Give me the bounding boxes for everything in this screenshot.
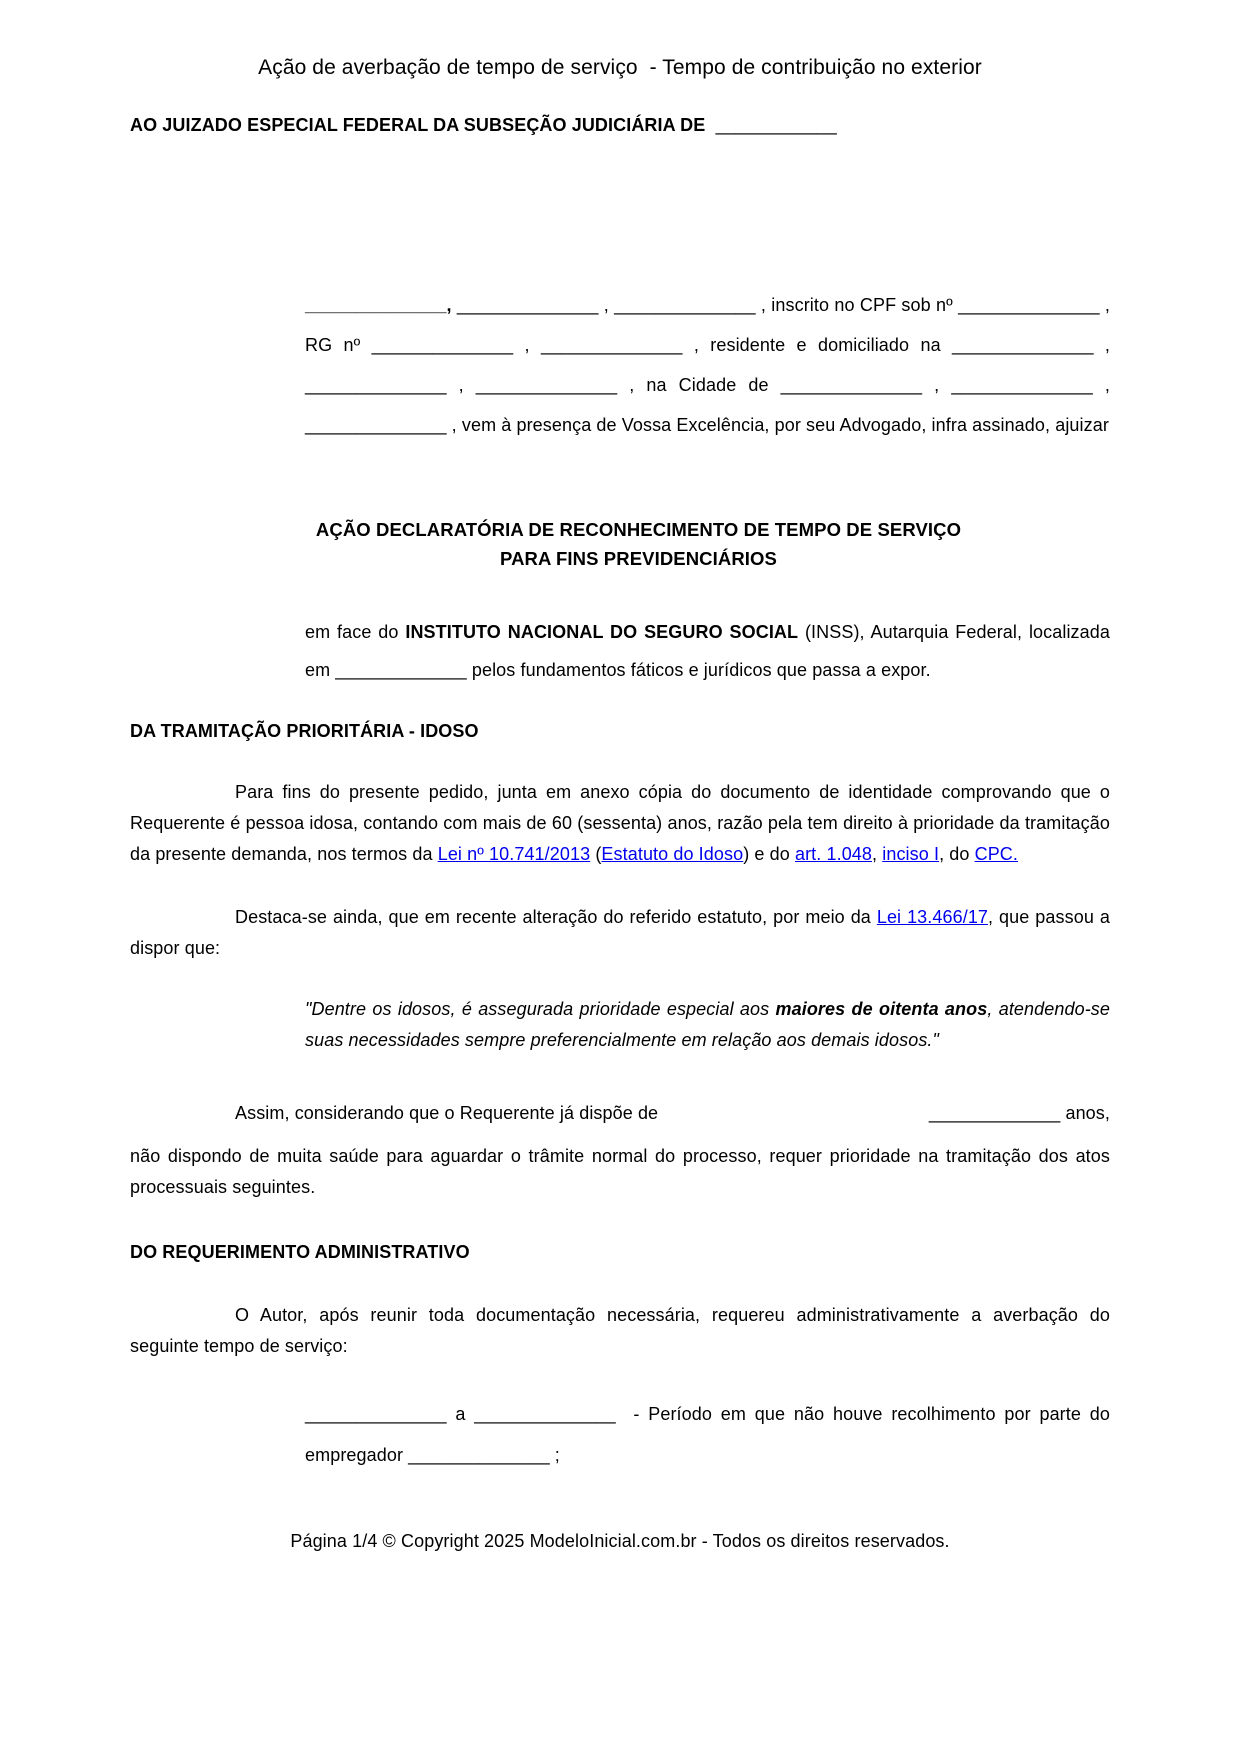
text-run: INSTITUTO NACIONAL DO SEGURO SOCIAL: [405, 622, 799, 642]
action-title-line2: PARA FINS PREVIDENCIÁRIOS: [500, 548, 777, 569]
priority-request-text: Assim, considerando que o Requerente já dispõe de: [235, 1103, 659, 1123]
priority-request-continuation: não dispondo de muita saúde para aguardar o trâmite normal do processo, requer prioridade na tramitação dos atos processuais seguintes.: [130, 1146, 1110, 1197]
legal-reference-link[interactable]: CPC.: [974, 844, 1018, 864]
statute-quote: [305, 994, 1110, 1056]
text-run: "Dentre os idosos, é assegurada prioridade especial aos: [305, 999, 776, 1019]
action-title: [305, 515, 972, 573]
text-run: maiores de oitenta anos: [775, 999, 988, 1019]
legal-reference-link[interactable]: Lei 13.466/17: [876, 907, 989, 927]
text-run: ) e do: [743, 844, 795, 864]
priority-paragraph-2: [130, 902, 1110, 964]
text-run: Destaca-se ainda, que em recente alteração do referido estatuto, por meio da: [235, 907, 877, 927]
priority-paragraph-1: [130, 777, 1110, 870]
age-blank-field: _____________ anos,: [928, 1103, 1110, 1123]
text-run: ______________,: [305, 295, 457, 315]
text-run: AO JUIZADO ESPECIAL FEDERAL DA SUBSEÇÃO JUDICIÁRIA DE: [130, 115, 716, 135]
text-run: , do: [939, 844, 975, 864]
action-title-line1: AÇÃO DECLARATÓRIA DE RECONHECIMENTO DE TEMPO DE SERVIÇO: [315, 519, 962, 540]
legal-reference-link[interactable]: art. 1.048: [794, 844, 873, 864]
admin-request-paragraph: O Autor, após reunir toda documentação necessária, requereu administrativamente a averbação do seguinte tempo de serviço:: [130, 1305, 1110, 1356]
service-period-item: ______________ a ______________ - Período em que não houve recolhimento por parte do empregador ______________ ;: [305, 1404, 1110, 1465]
text-run: , atendendo-se suas necessidades sempre preferencialmente em relação aos demais idosos.": [305, 999, 1110, 1050]
legal-reference-link[interactable]: inciso I: [882, 844, 940, 864]
text-run: ____________: [715, 115, 837, 135]
text-run: ______________ , ______________ , inscrito no CPF sob nº ______________ , RG nº ______________ , ______________ , residente e domiciliado na ______________ , ______________ , ______________ , na Cidade de ______________ , ______________ , ______________ , vem à presença de Vossa Excelência, por seu Advogado, infra assinado, ajuizar: [305, 295, 1110, 435]
priority-request-line: [130, 1098, 1110, 1129]
text-run: (INSS), Autarquia Federal, localizada em _____________ pelos fundamentos fáticos e jurídicos que passa a expor.: [305, 622, 1110, 680]
legal-reference-link[interactable]: Estatuto do Idoso: [601, 844, 744, 864]
addressee-heading: [130, 113, 1110, 137]
party-qualification-paragraph: [305, 285, 1110, 445]
text-run: ,: [872, 844, 883, 864]
section-heading-admin: DO REQUERIMENTO ADMINISTRATIVO: [130, 1242, 470, 1262]
section-heading-priority: DA TRAMITAÇÃO PRIORITÁRIA - IDOSO: [130, 721, 479, 741]
text-run: , que passou a dispor que:: [130, 907, 1110, 958]
text-run: em face do: [305, 622, 406, 642]
document-title: Ação de averbação de tempo de serviço - Tempo de contribuição no exterior: [258, 56, 982, 79]
text-run: Para fins do presente pedido, junta em anexo cópia do documento de identidade comprovando que o Requerente é pessoa idosa, contando com mais de 60 (sessenta) anos, razão pela tem direito à prioridade da tramitação da presente demanda, nos termos da: [130, 782, 1110, 864]
legal-reference-link[interactable]: Lei nº 10.741/2013: [437, 844, 591, 864]
defendant-paragraph: [305, 613, 1110, 689]
page-footer: Página 1/4 © Copyright 2025 ModeloInicial.com.br - Todos os direitos reservados.: [290, 1531, 950, 1551]
text-run: (: [590, 844, 602, 864]
